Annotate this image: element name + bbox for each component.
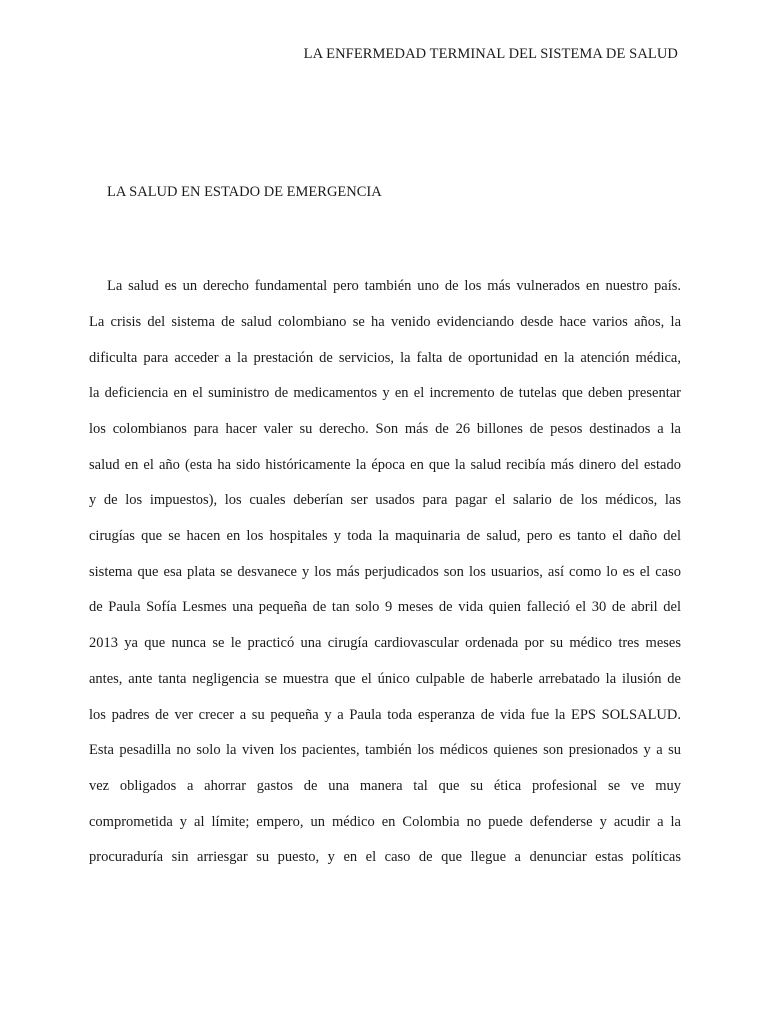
paragraph-line: salud en el año (esta ha sido históricamente la época en que la salud recibía más dinero del estado	[89, 457, 681, 473]
paragraph-line: procuraduría sin arriesgar su puesto, y en el caso de que llegue a denunciar estas políticas	[89, 849, 681, 865]
paragraph-line: La crisis del sistema de salud colombiano se ha venido evidenciando desde hace varios años, la	[89, 314, 681, 330]
paragraph-line: Esta pesadilla no solo la viven los pacientes, también los médicos quienes son presionados y a su	[89, 742, 681, 758]
paragraph-line: comprometida y al límite; empero, un médico en Colombia no puede defenderse y acudir a la	[89, 814, 681, 830]
paragraph-line: vez obligados a ahorrar gastos de una manera tal que su ética profesional se ve muy	[89, 778, 681, 794]
paragraph-line: La salud es un derecho fundamental pero también uno de los más vulnerados en nuestro país.	[107, 278, 681, 294]
running-head: LA ENFERMEDAD TERMINAL DEL SISTEMA DE SALUD	[303, 46, 678, 62]
paragraph-line: la deficiencia en el suministro de medicamentos y en el incremento de tutelas que deben presentar	[89, 385, 681, 401]
paragraph-line: cirugías que se hacen en los hospitales y toda la maquinaria de salud, pero es tanto el daño del	[89, 528, 681, 544]
paragraph-line: y de los impuestos), los cuales deberían ser usados para pagar el salario de los médicos, las	[89, 492, 681, 508]
paragraph-line: sistema que esa plata se desvanece y los más perjudicados son los usuarios, así como lo es el caso	[89, 564, 681, 580]
paragraph-line: 2013 ya que nunca se le practicó una cirugía cardiovascular ordenada por su médico tres meses	[89, 635, 681, 651]
paragraph-line: antes, ante tanta negligencia se muestra que el único culpable de haberle arrebatado la ilusión de	[89, 671, 681, 687]
paragraph-line: dificulta para acceder a la prestación de servicios, la falta de oportunidad en la atención médica,	[89, 350, 681, 366]
paragraph-line: de Paula Sofía Lesmes una pequeña de tan solo 9 meses de vida quien falleció el 30 de abril del	[89, 599, 681, 615]
section-heading: LA SALUD EN ESTADO DE EMERGENCIA	[107, 184, 382, 200]
paragraph-line: los padres de ver crecer a su pequeña y a Paula toda esperanza de vida fue la EPS SOLSALUD.	[89, 707, 681, 723]
paragraph-line: los colombianos para hacer valer su derecho. Son más de 26 billones de pesos destinados a la	[89, 421, 681, 437]
